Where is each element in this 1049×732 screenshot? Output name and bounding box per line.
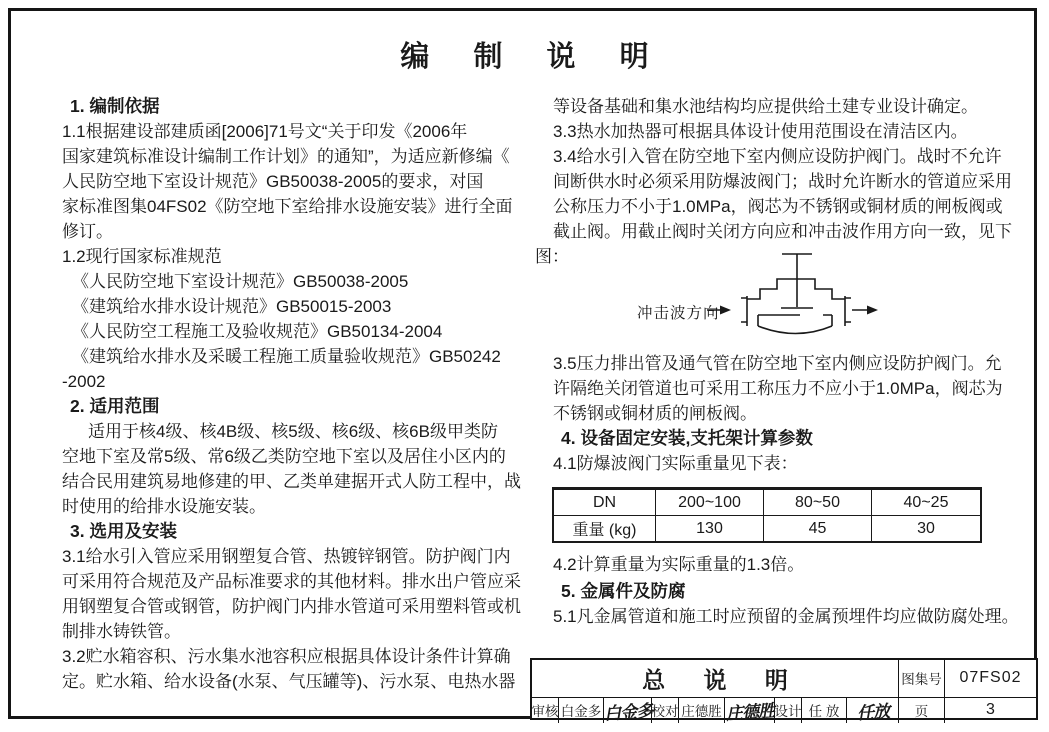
table-row [553, 516, 981, 543]
atlas-number-value: 07FS02 [959, 669, 1022, 687]
text-line: 5.1凡金属管道和施工时应预留的金属预埋件均应做防腐处理。 [553, 607, 1019, 626]
table-row [553, 489, 981, 516]
text-line: 修订。 [62, 222, 113, 241]
text-line: 《人民防空地下室设计规范》GB50038-2005 [72, 272, 409, 291]
text-line: 2. 适用范围 [70, 396, 160, 416]
page-title: 编 制 说 明 [400, 41, 667, 73]
text-line: 5. 金属件及防腐 [561, 581, 686, 601]
text-line: 时使用的给排水设施安装。 [62, 497, 266, 516]
text-line: 4. 设备固定安装,支托架计算参数 [561, 428, 813, 448]
designer-label: 设计 [775, 698, 802, 723]
table-cell-weight-3: 30 [872, 516, 982, 543]
checker-signature [725, 698, 775, 723]
title-block-bottom-row [532, 698, 1036, 723]
signature-text: 任放 [856, 701, 890, 724]
text-line: -2002 [62, 372, 106, 391]
text-line: 《建筑给水排水设计规范》GB50015-2003 [72, 297, 392, 316]
text-line: 适用于核4级、核4B级、核5级、核6级、核6B级甲类防 [88, 422, 498, 441]
text-line: 3.4给水引入管在防空地下室内侧应设防护阀门。战时不允许 [553, 147, 1002, 166]
text-line: 《建筑给水排水及采暖工程施工质量验收规范》GB50242 [72, 347, 501, 366]
text-line: 公称压力不小于1.0MPa，阀芯为不锈钢或铜材质的闸板阀或 [553, 197, 1003, 216]
right-column-middle [553, 351, 1013, 476]
text-line: 间断供水时必须采用防爆波阀门；战时允许断水的管道应采用 [553, 172, 1012, 191]
text-line: 家标准图集04FS02《防空地下室给排水设施安装》进行全面 [62, 197, 513, 216]
text-line: 人民防空地下室设计规范》GB50038-2005的要求，对国 [62, 172, 484, 191]
text-line: 定。贮水箱、给水设备(水泵、气压罐等)、污水泵、电热水器 [62, 672, 516, 691]
table-cell-weight-label: 重量 (kg) [553, 516, 656, 543]
text-line: 不锈钢或铜材质的闸板阀。 [553, 404, 757, 423]
reviewer-signature [604, 698, 652, 723]
text-line: 1.2现行国家标准规范 [62, 247, 222, 266]
flow-out-arrow-icon [852, 306, 878, 315]
text-line: 4.2计算重量为实际重量的1.3倍。 [553, 555, 805, 574]
left-column [62, 94, 521, 694]
shock-wave-direction-label: 冲击波方向 [637, 305, 720, 322]
reviewer-name: 白金多 [559, 698, 604, 723]
page-number: 3 [986, 701, 995, 718]
page-label: 页 [899, 698, 945, 723]
text-line: 等设备基础和集水池结构均应提供给土建专业设计确定。 [553, 97, 978, 116]
stop-valve-icon [741, 254, 851, 334]
valve-weight-table [552, 487, 982, 543]
table-cell-dn-range-3: 40~25 [872, 489, 982, 516]
general-title: 总 说 明 [532, 660, 899, 697]
text-line: 3.5压力排出管及通气管在防空地下室内侧应设防护阀门。允 [553, 354, 1002, 373]
text-line: 《人民防空工程施工及验收规范》GB50134-2004 [72, 322, 443, 341]
text-line: 4.1防爆波阀门实际重量见下表： [553, 454, 798, 473]
text-line: 1.1根据建设部建质函[2006]71号文“关于印发《2006年 [62, 122, 468, 141]
table-cell-dn-range-2: 80~50 [764, 489, 872, 516]
signature-text: 庄德胜 [725, 700, 775, 725]
table-cell-weight-1: 130 [656, 516, 764, 543]
shock-wave-valve-diagram [593, 249, 893, 345]
title-block-top-row [532, 660, 1036, 698]
text-line: 国家建筑标准设计编制工作计划》的通知”，为适应新修编《 [62, 147, 510, 166]
right-column-bottom [553, 552, 1023, 630]
table-cell-dn-label: DN [553, 489, 656, 516]
text-line: 3.2贮水箱容积、污水集水池容积应根据具体设计条件计算确 [62, 647, 511, 666]
text-line: 结合民用建筑易地修建的甲、乙类单建据开式人防工程中，战 [62, 472, 521, 491]
text-line: 1. 编制依据 [70, 96, 160, 116]
text-line: 3. 选用及安装 [70, 521, 177, 541]
text-line: 许隔绝关闭管道也可采用工称压力不应小于1.0MPa，阀芯为 [553, 379, 1003, 398]
table-cell-weight-2: 45 [764, 516, 872, 543]
text-line: 可采用符合规范及产品标准要求的其他材料。排水出户管应采 [62, 572, 521, 591]
text-line: 制排水铸铁管。 [62, 622, 181, 641]
text-line: 3.1给水引入管应采用钢塑复合管、热镀锌钢管。防护阀门内 [62, 547, 511, 566]
designer-name: 任 放 [802, 698, 847, 723]
text-line: 空地下室及常5级、常6级乙类防空地下室以及居住小区内的 [62, 447, 506, 466]
checker-name: 庄德胜 [679, 698, 725, 723]
right-column-top [535, 94, 1013, 269]
reviewer-label: 审核 [532, 698, 559, 723]
table-cell-dn-range-1: 200~100 [656, 489, 764, 516]
text-line: 3.3热水加热器可根据具体设计使用范围设在清洁区内。 [553, 122, 968, 141]
text-line: 截止阀。用截止阀时关闭方向应和冲击波作用方向一致，见下 [553, 222, 1012, 241]
checker-label: 校对 [652, 698, 679, 723]
drawing-title-block [530, 658, 1038, 725]
text-line: 图： [535, 247, 569, 266]
atlas-number-label: 图集号 [899, 660, 945, 697]
text-line: 用钢塑复合管或钢管，防护阀门内排水管道可采用塑料管或机 [62, 597, 521, 616]
signature-text: 白金多 [603, 700, 653, 725]
designer-signature [847, 698, 899, 723]
